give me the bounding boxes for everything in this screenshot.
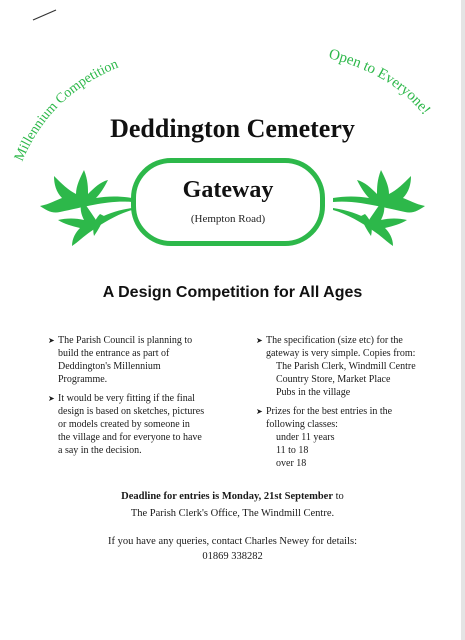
deadline-date: Deadline for entries is Monday, 21st September bbox=[121, 491, 334, 502]
bullet-specification: ➤ The specification (size etc) for the gateway is very simple. Copies from: The Parish Clerk, Windmill Centre Country Store, Market Place Pubs in the village bbox=[256, 335, 416, 398]
bullet-prizes: ➤ Prizes for the best entries in the following classes: under 11 years 11 to 18 over 18 bbox=[256, 405, 436, 470]
contact-phone: 01869 338282 bbox=[202, 551, 263, 562]
competition-subtitle: A Design Competition for All Ages bbox=[102, 284, 363, 301]
poster-title: Deddington Cemetery bbox=[110, 114, 355, 143]
bullet-design-fitting: ➤ It would be very fitting if the final design is based on sketches, pictures or models created by someone in the village and for everyone to have a say in the decision. bbox=[48, 393, 205, 456]
gateway-frame bbox=[131, 158, 325, 246]
submission-address: The Parish Clerk's Office, The Windmill Centre. bbox=[130, 508, 335, 519]
bullet-arrow-icon: ➤ bbox=[256, 336, 263, 345]
class-11-to-18: 11 to 18 bbox=[276, 445, 309, 456]
deadline-line: Deadline for entries is Monday, 21st September to bbox=[121, 491, 344, 502]
bullet-arrow-icon: ➤ bbox=[48, 336, 55, 345]
contact-line: If you have any queries, contact Charles Newey for details: bbox=[108, 536, 357, 547]
bullet-parish-council: ➤ The Parish Council is planning to build the entrance as part of Deddington's Millennium Programme. bbox=[48, 335, 193, 385]
left-info-column bbox=[48, 334, 228, 463]
left-leaf-sprig bbox=[40, 170, 132, 246]
open-to-everyone-arc: Open to Everyone! bbox=[327, 46, 434, 119]
page-edge bbox=[461, 0, 465, 640]
gateway-location: (Hempton Road) bbox=[190, 213, 266, 225]
bullet-arrow-icon: ➤ bbox=[48, 394, 55, 403]
gateway-title: Gateway bbox=[182, 177, 274, 203]
millennium-competition-arc: Millennium Competition bbox=[11, 56, 121, 164]
right-info-column bbox=[256, 334, 436, 476]
class-over-18: over 18 bbox=[276, 458, 307, 469]
class-under-11: under 11 years bbox=[276, 432, 335, 443]
bullet-arrow-icon: ➤ bbox=[256, 407, 263, 416]
right-leaf-sprig bbox=[333, 170, 425, 246]
